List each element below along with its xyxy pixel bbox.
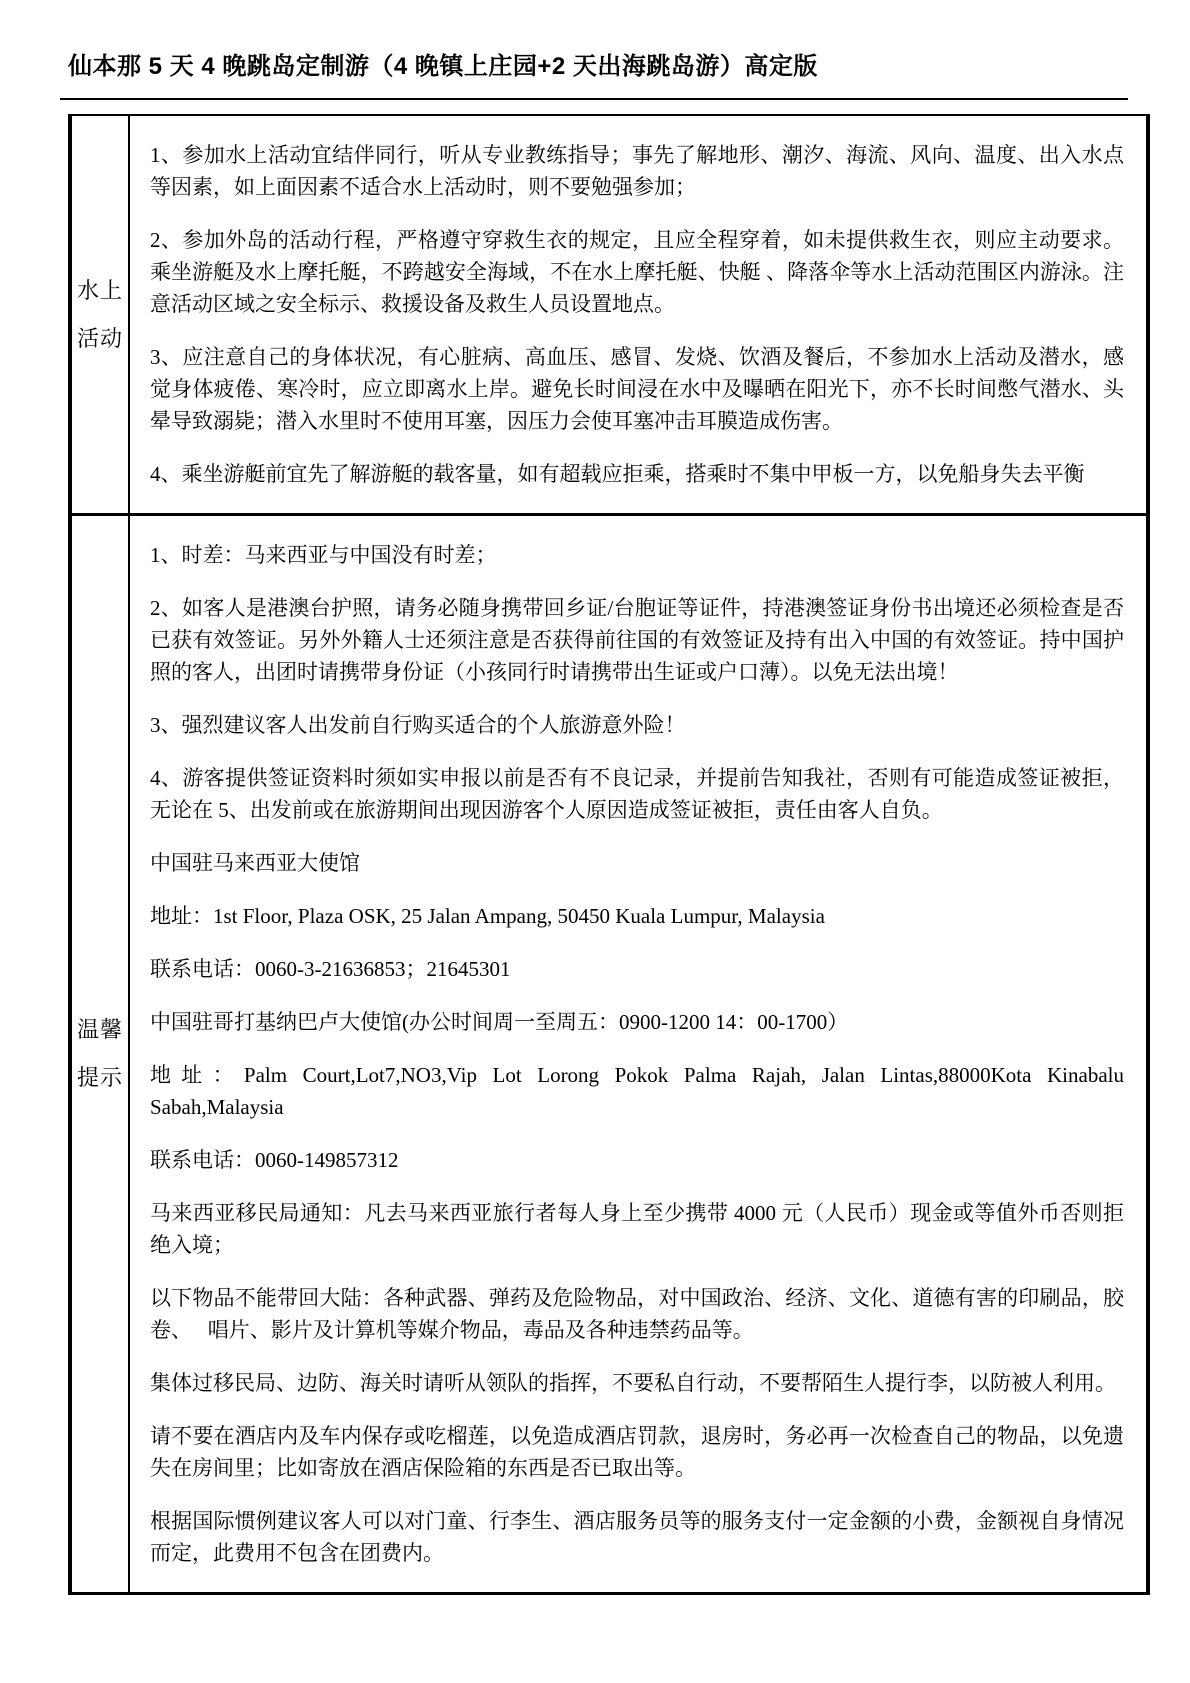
paragraph: 地址：Palm Court,Lot7,NO3,Vip Lot Lorong Pokok Palma Rajah, Jalan Lintas,88000Kota Kinabalu Sabah,Malaysia — [150, 1063, 1124, 1119]
paragraph: 中国驻哥打基纳巴卢大使馆(办公时间周一至周五：0900-1200 14：00-1700） — [150, 1010, 849, 1034]
paragraph: 3、强烈建议客人出发前自行购买适合的个人旅游意外险！ — [150, 713, 686, 737]
row-content — [130, 116, 1146, 513]
row-label-line: 活动 — [76, 325, 123, 351]
title-underline — [60, 98, 1128, 100]
table-row — [72, 116, 1146, 513]
paragraph: 请不要在酒店内及车内保存或吃榴莲，以免造成酒店罚款，退房时，务必再一次检查自己的物品，以免遗失在房间里；比如寄放在酒店保险箱的东西是否已取出等。 — [150, 1424, 1124, 1480]
paragraph: 4、乘坐游艇前宜先了解游艇的载客量，如有超载应拒乘，搭乘时不集中甲板一方，以免船身失去平衡 — [150, 462, 1085, 486]
page-title: 仙本那 5 天 4 晚跳岛定制游（4 晚镇上庄园+2 天出海跳岛游）高定版 — [68, 53, 818, 80]
paragraph: 联系电话：0060-149857312 — [150, 1148, 399, 1172]
row-label — [72, 516, 130, 1592]
paragraph: 1、参加水上活动宜结伴同行，听从专业教练指导；事先了解地形、潮汐、海流、风向、温度、出入水点等因素，如上面因素不适合水上活动时，则不要勉强参加； — [150, 143, 1124, 199]
paragraph: 马来西亚移民局通知：凡去马来西亚旅行者每人身上至少携带 4000 元（人民币）现金或等值外币否则拒绝入境； — [150, 1201, 1124, 1257]
paragraph: 根据国际惯例建议客人可以对门童、行李生、酒店服务员等的服务支付一定金额的小费，金额视自身情况而定，此费用不包含在团费内。 — [150, 1509, 1124, 1565]
paragraph: 以下物品不能带回大陆：各种武器、弹药及危险物品，对中国政治、经济、文化、道德有害的印刷品，胶卷、 唱片、影片及计算机等媒介物品，毒品及各种违禁药品等。 — [150, 1286, 1124, 1342]
paragraph: 2、参加外岛的活动行程，严格遵守穿救生衣的规定，且应全程穿着，如未提供救生衣，则应主动要求。乘坐游艇及水上摩托艇，不跨越安全海域，不在水上摩托艇、快艇 、降落伞等水上活动范围区内游泳。注意活动区域之安全标示、救援设备及救生人员设置地点。 — [150, 228, 1124, 316]
row-label-line: 温馨 — [76, 1017, 123, 1042]
paragraph: 地址：1st Floor, Plaza OSK, 25 Jalan Ampang, 50450 Kuala Lumpur, Malaysia — [150, 904, 825, 928]
row-label-line: 水上 — [76, 277, 123, 303]
table-row — [72, 513, 1146, 1592]
paragraph: 4、游客提供签证资料时须如实申报以前是否有不良记录，并提前告知我社，否则有可能造成签证被拒，无论在 5、出发前或在旅游期间出现因游客个人原因造成签证被拒，责任由客人自负。 — [150, 766, 1124, 822]
paragraph: 3、应注意自己的身体状况，有心脏病、高血压、感冒、发烧、饮酒及餐后，不参加水上活动及潜水，感觉身体疲倦、寒冷时，应立即离水上岸。避免长时间浸在水中及曝晒在阳光下，亦不长时间憋气潜水、头晕导致溺毙；潜入水里时不使用耳塞，因压力会使耳塞冲击耳膜造成伤害。 — [150, 345, 1124, 433]
notes-table — [68, 114, 1150, 1595]
paragraph: 中国驻马来西亚大使馆 — [150, 851, 360, 875]
row-label — [72, 116, 130, 513]
row-label-line: 提示 — [76, 1065, 123, 1090]
paragraph: 集体过移民局、边防、海关时请听从领队的指挥，不要私自行动，不要帮陌生人提行李，以防被人利用。 — [150, 1371, 1116, 1395]
row-content — [130, 516, 1146, 1592]
paragraph: 1、时差：马来西亚与中国没有时差； — [150, 543, 497, 567]
paragraph: 联系电话：0060-3-21636853；21645301 — [150, 957, 511, 981]
paragraph: 2、如客人是港澳台护照，请务必随身携带回乡证/台胞证等证件，持港澳签证身份书出境还必须检查是否已获有效签证。另外外籍人士还须注意是否获得前往国的有效签证及持有出入中国的有效签证。持中国护照的客人，出团时请携带身份证（小孩同行时请携带出生证或户口薄）。以免无法出境！ — [150, 596, 1124, 684]
